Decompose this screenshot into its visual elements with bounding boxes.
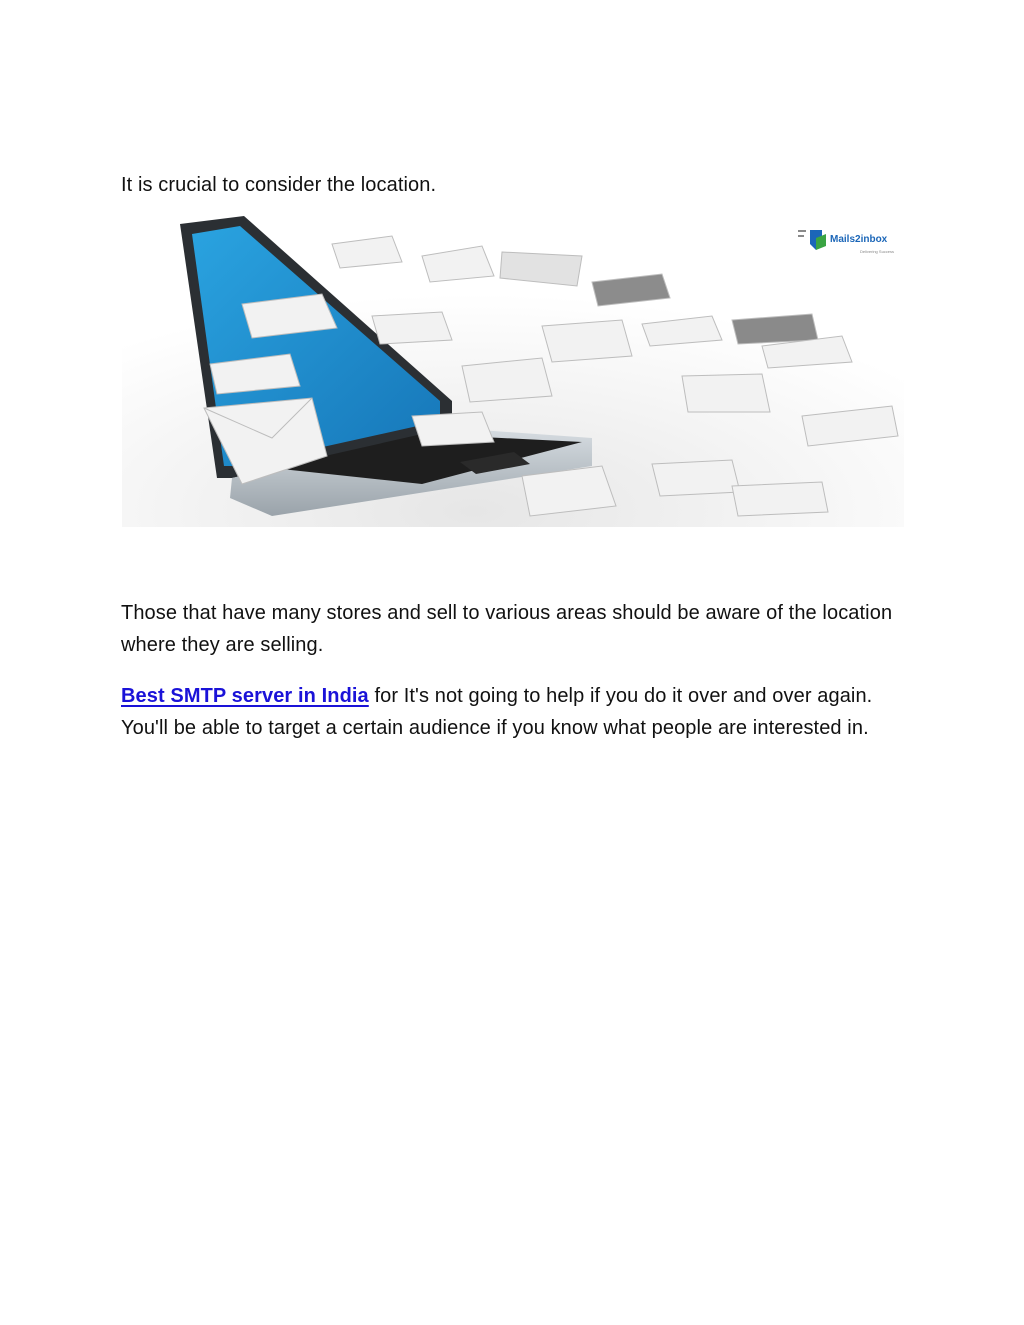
paragraph-stores-location: Those that have many stores and sell to various areas should be aware of the location where they are selling. bbox=[121, 602, 893, 656]
svg-text:Delivering Success: Delivering Success bbox=[860, 249, 895, 254]
svg-text:Mails2inbox: Mails2inbox bbox=[830, 234, 888, 245]
paragraph-location-intro: It is crucial to consider the location. bbox=[121, 174, 437, 196]
paragraph-smtp-text: for It's not going to help if you do it over and over again. You'll be able to target a certain audience if you know what people are interested in. bbox=[121, 685, 873, 739]
email-laptop-image bbox=[122, 216, 904, 527]
paragraph-smtp-target-audience bbox=[121, 680, 901, 744]
best-smtp-server-link[interactable]: Best SMTP server in India bbox=[121, 685, 369, 707]
